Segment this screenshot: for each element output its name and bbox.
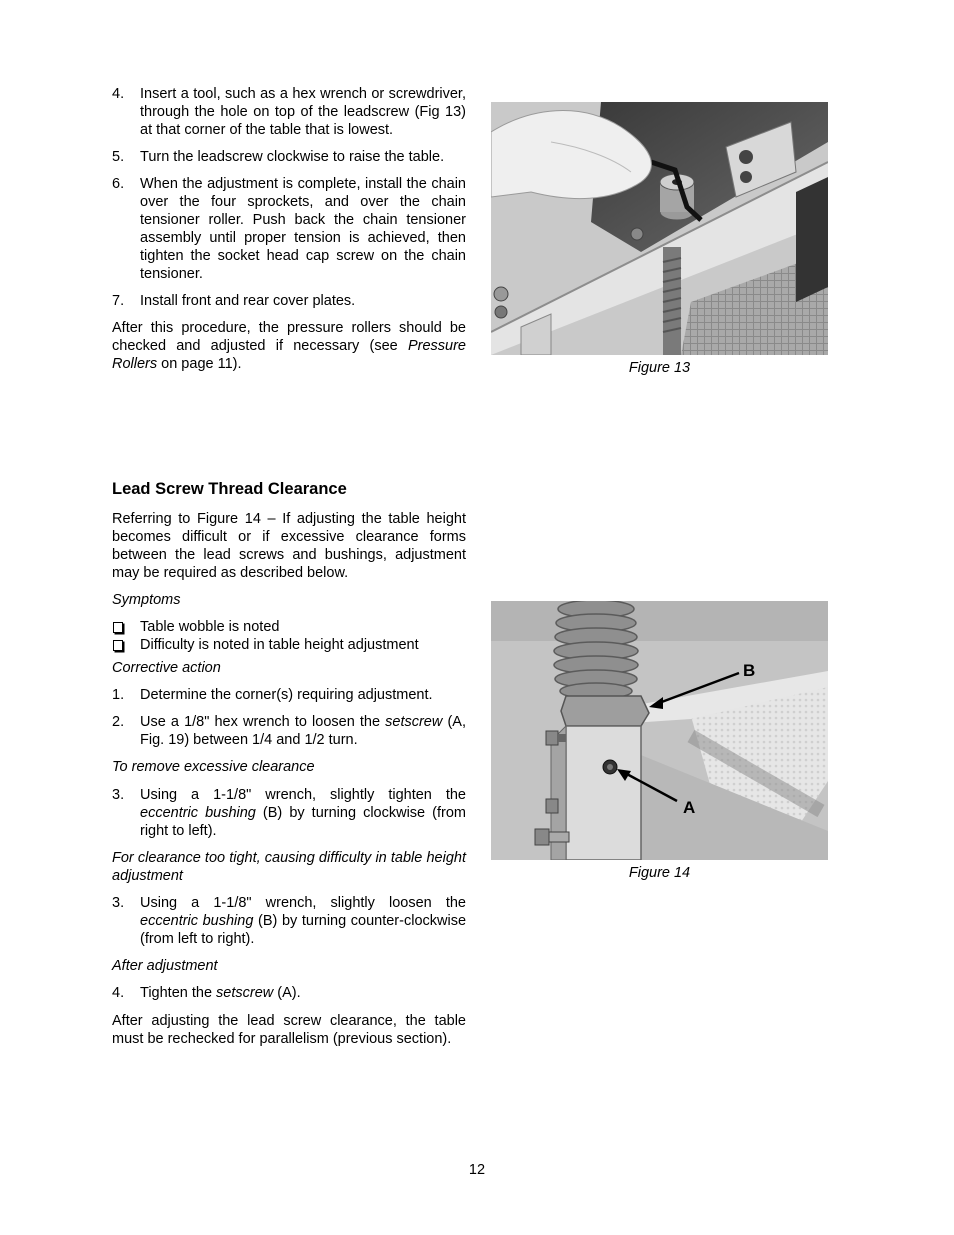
item-number: 5.: [112, 149, 125, 165]
too-tight-label: For clearance too tight, causing difficulty in table height adjustment: [112, 850, 466, 884]
section-heading: Lead Screw Thread Clearance: [112, 480, 347, 498]
item-number: 7.: [112, 293, 125, 309]
symptom-item: [112, 636, 466, 654]
item-number: 4.: [112, 985, 125, 1001]
item-text: Turn the leadscrew clockwise to raise the table.: [140, 149, 445, 165]
item-text: (B) by turning clockwise (from right to left).: [140, 805, 466, 839]
item-text: (B) by turning counter-clockwise (from left to right).: [140, 913, 467, 947]
closing-paragraph: After adjusting the lead screw clearance, the table must be rechecked for parallelism (previous section).: [112, 1013, 466, 1047]
list-item: [112, 786, 466, 840]
after-adjustment-label: After adjustment: [112, 958, 218, 974]
item-emphasis: eccentric bushing: [140, 913, 254, 929]
list-item: [112, 984, 466, 1002]
item-text: Use a 1/8" hex wrench to loosen the: [140, 714, 386, 730]
item-number: 1.: [112, 687, 125, 703]
item-text: Insert a tool, such as a hex wrench or screwdriver, through the hole on top of the leadscrew (Fig 13) at that corner of the table that is lowest.: [140, 86, 466, 138]
cross-reference: Pressure Rollers: [112, 338, 466, 372]
item-emphasis: setscrew: [385, 714, 443, 730]
page-number: 12: [468, 1162, 486, 1178]
callout-a-label: A: [683, 798, 696, 817]
checkbox-bullet-icon: [113, 640, 123, 651]
figure-13-caption: Figure 13: [628, 360, 691, 376]
paragraph-text: After this procedure, the pressure rollers should be checked and adjusted if necessary (see: [112, 320, 466, 354]
item-text: Determine the corner(s) requiring adjustment.: [140, 687, 433, 703]
steps-top: [112, 85, 466, 373]
list-item: [112, 85, 466, 139]
item-text: When the adjustment is complete, install the chain over the four sprockets, and over the chain tensioner roller. Push back the chain tensioner assembly until proper tension is achieved, then tighten the socket head cap screw on the chain tensioner.: [140, 176, 466, 282]
list-item: [112, 292, 466, 310]
item-text: Using a 1-1/8" wrench, slightly tighten the: [140, 787, 466, 803]
item-number: 4.: [112, 86, 125, 102]
item-number: 3.: [112, 787, 125, 803]
item-emphasis: eccentric bushing: [140, 805, 256, 821]
symptom-item: [112, 618, 466, 636]
figure-14-photo: [491, 601, 828, 860]
item-number: 3.: [112, 895, 125, 911]
figure-14-caption: Figure 14: [628, 865, 691, 881]
figure-13-photo: [491, 102, 828, 355]
list-item: [112, 686, 466, 704]
item-emphasis: setscrew: [216, 985, 274, 1001]
list-item: [112, 148, 466, 166]
item-text: Using a 1-1/8" wrench, slightly loosen the: [140, 895, 466, 911]
paragraph-text: on page 11).: [157, 356, 242, 372]
list-item: [112, 713, 466, 749]
callout-b-label: B: [743, 661, 756, 680]
symptoms-label: Symptoms: [112, 592, 181, 608]
list-item: [112, 894, 466, 948]
item-text: Install front and rear cover plates.: [140, 293, 356, 309]
symptom-text: Difficulty is noted in table height adjustment: [140, 637, 419, 653]
after-procedure-paragraph: [112, 319, 466, 373]
list-item: [112, 175, 466, 283]
intro-paragraph: Referring to Figure 14 – If adjusting the table height becomes difficult or if excessive clearance forms between the lead screws and bushings, adjustment may be required as described below.: [112, 511, 466, 581]
symptom-text: Table wobble is noted: [140, 619, 280, 635]
item-text: Tighten the: [140, 985, 217, 1001]
item-text: (A, Fig. 19) between 1/4 and 1/2 turn.: [140, 714, 466, 748]
item-number: 2.: [112, 714, 125, 730]
item-number: 6.: [112, 176, 125, 192]
item-text: (A).: [273, 985, 301, 1001]
remove-clearance-label: To remove excessive clearance: [112, 759, 315, 775]
corrective-label: Corrective action: [112, 660, 221, 676]
checkbox-bullet-icon: [113, 622, 123, 633]
section-body: [112, 510, 466, 1048]
